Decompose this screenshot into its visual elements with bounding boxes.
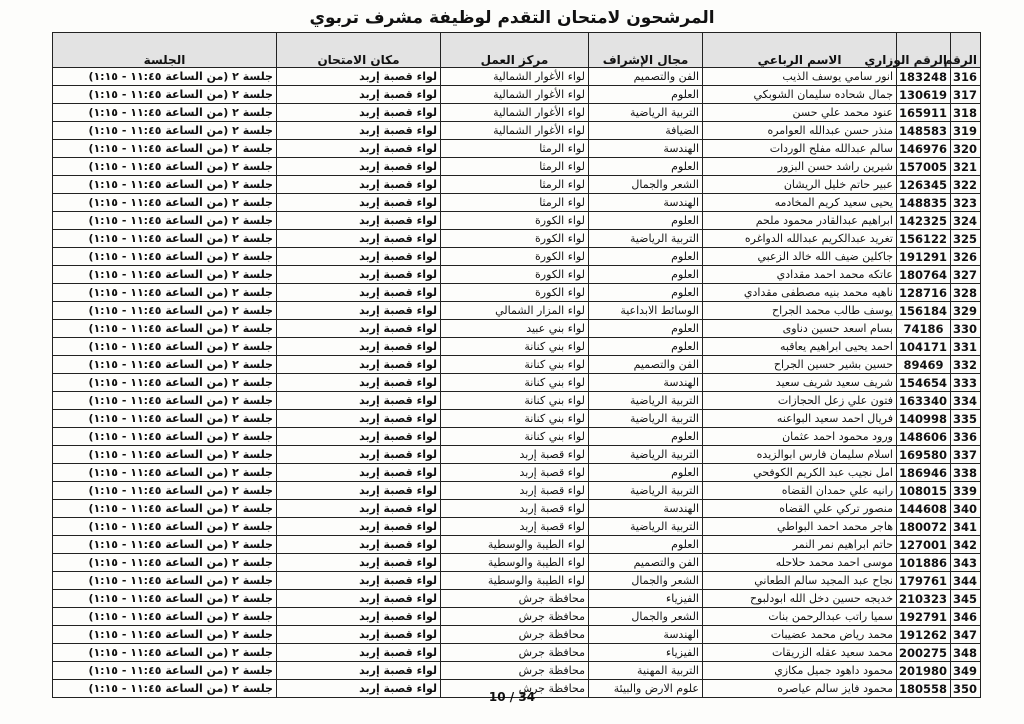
cell-num: 334 (951, 392, 981, 410)
table-row (53, 518, 981, 536)
cell-exam-place: لواء قصبة إربد (277, 662, 441, 680)
cell-ministry-number: 180558 (897, 680, 951, 698)
cell-ministry-number: 127001 (897, 536, 951, 554)
cell-num: 330 (951, 320, 981, 338)
cell-session: جلسة ٢ (من الساعة ١١:٤٥ - ١:١٥) (53, 500, 277, 518)
cell-supervision-field: علوم الارض والبيئة (589, 680, 703, 698)
table-row (53, 536, 981, 554)
cell-supervision-field: الفيزياء (589, 644, 703, 662)
cell-num: 349 (951, 662, 981, 680)
cell-full-name: يوسف طالب محمد الجراح (703, 302, 897, 320)
cell-session: جلسة ٢ (من الساعة ١١:٤٥ - ١:١٥) (53, 446, 277, 464)
cell-work-center: لواء قصبة إربد (441, 446, 589, 464)
cell-ministry-number: 179761 (897, 572, 951, 590)
cell-ministry-number: 148583 (897, 122, 951, 140)
cell-work-center: لواء الرمثا (441, 176, 589, 194)
cell-session: جلسة ٢ (من الساعة ١١:٤٥ - ١:١٥) (53, 338, 277, 356)
cell-supervision-field: الهندسة (589, 626, 703, 644)
cell-full-name: بسام اسعد حسين دناوى (703, 320, 897, 338)
cell-session: جلسة ٢ (من الساعة ١١:٤٥ - ١:١٥) (53, 536, 277, 554)
cell-ministry-number: 144608 (897, 500, 951, 518)
cell-ministry-number: 130619 (897, 86, 951, 104)
cell-work-center: لواء المزار الشمالي (441, 302, 589, 320)
cell-session: جلسة ٢ (من الساعة ١١:٤٥ - ١:١٥) (53, 302, 277, 320)
cell-session: جلسة ٢ (من الساعة ١١:٤٥ - ١:١٥) (53, 374, 277, 392)
cell-num: 347 (951, 626, 981, 644)
cell-work-center: لواء الرمثا (441, 194, 589, 212)
cell-ministry-number: 128716 (897, 284, 951, 302)
cell-ministry-number: 89469 (897, 356, 951, 374)
cell-work-center: لواء قصبة إربد (441, 518, 589, 536)
cell-session: جلسة ٢ (من الساعة ١١:٤٥ - ١:١٥) (53, 482, 277, 500)
cell-work-center: محافظة جرش (441, 680, 589, 698)
cell-full-name: ابراهيم عبدالقادر محمود ملحم (703, 212, 897, 230)
cell-supervision-field: الهندسة (589, 194, 703, 212)
cell-full-name: محمد رياض محمد عضيبات (703, 626, 897, 644)
cell-full-name: ورود محمود احمد عثمان (703, 428, 897, 446)
cell-supervision-field: الهندسة (589, 374, 703, 392)
cell-work-center: لواء بني كنانة (441, 356, 589, 374)
table-row (53, 554, 981, 572)
cell-session: جلسة ٢ (من الساعة ١١:٤٥ - ١:١٥) (53, 176, 277, 194)
cell-supervision-field: العلوم (589, 428, 703, 446)
table-row (53, 464, 981, 482)
table-row (53, 644, 981, 662)
cell-work-center: لواء قصبة إربد (441, 482, 589, 500)
cell-exam-place: لواء قصبة إربد (277, 644, 441, 662)
cell-supervision-field: التربية المهنية (589, 662, 703, 680)
table-row (53, 446, 981, 464)
cell-work-center: لواء بني كنانة (441, 428, 589, 446)
cell-exam-place: لواء قصبة إربد (277, 500, 441, 518)
table-row (53, 410, 981, 428)
cell-full-name: منصور تركي علي القضاه (703, 500, 897, 518)
cell-full-name: خديجه حسين دخل الله ابودلبوح (703, 590, 897, 608)
cell-num: 348 (951, 644, 981, 662)
table-row (53, 158, 981, 176)
page-title: المرشحون لامتحان التقدم لوظيفة مشرف تربوي (309, 8, 715, 28)
cell-work-center: لواء الكورة (441, 284, 589, 302)
cell-full-name: شريف سعيد شريف سعيد (703, 374, 897, 392)
cell-ministry-number: 104171 (897, 338, 951, 356)
cell-full-name: حسين بشير حسين الجراح (703, 356, 897, 374)
cell-exam-place: لواء قصبة إربد (277, 230, 441, 248)
cell-exam-place: لواء قصبة إربد (277, 680, 441, 698)
page-indicator: 10 / 34 (488, 690, 536, 704)
cell-num: 339 (951, 482, 981, 500)
table-row (53, 320, 981, 338)
cell-full-name: امل نجيب عبد الكريم الكوفحي (703, 464, 897, 482)
cell-num: 333 (951, 374, 981, 392)
cell-work-center: لواء الطيبة والوسطية (441, 536, 589, 554)
cell-supervision-field: العلوم (589, 158, 703, 176)
header-work-center: مركز العمل (441, 33, 589, 68)
cell-num: 321 (951, 158, 981, 176)
cell-num: 336 (951, 428, 981, 446)
cell-num: 342 (951, 536, 981, 554)
cell-full-name: تغريد عبدالكريم عبدالله الدواغره (703, 230, 897, 248)
cell-session: جلسة ٢ (من الساعة ١١:٤٥ - ١:١٥) (53, 644, 277, 662)
cell-full-name: جمال شحاده سليمان الشوبكي (703, 86, 897, 104)
cell-session: جلسة ٢ (من الساعة ١١:٤٥ - ١:١٥) (53, 680, 277, 698)
cell-full-name: اسلام سليمان فارس ابوالزيده (703, 446, 897, 464)
cell-work-center: محافظة جرش (441, 626, 589, 644)
cell-ministry-number: 142325 (897, 212, 951, 230)
cell-ministry-number: 126345 (897, 176, 951, 194)
cell-exam-place: لواء قصبة إربد (277, 590, 441, 608)
table-row (53, 302, 981, 320)
cell-exam-place: لواء قصبة إربد (277, 68, 441, 86)
cell-supervision-field: الفيزياء (589, 590, 703, 608)
cell-work-center: لواء بني كنانة (441, 410, 589, 428)
cell-work-center: لواء الأغوار الشمالية (441, 68, 589, 86)
cell-work-center: لواء الطيبة والوسطية (441, 572, 589, 590)
cell-work-center: محافظة جرش (441, 644, 589, 662)
cell-supervision-field: التربية الرياضية (589, 392, 703, 410)
cell-ministry-number: 148606 (897, 428, 951, 446)
table-row (53, 284, 981, 302)
cell-full-name: سميا راتب عبدالرحمن بنات (703, 608, 897, 626)
cell-full-name: شيرين راشد حسن البزور (703, 158, 897, 176)
cell-work-center: لواء الكورة (441, 230, 589, 248)
cell-full-name: محمد سعيد عقله الزريقات (703, 644, 897, 662)
cell-ministry-number: 165911 (897, 104, 951, 122)
table-body (53, 68, 981, 698)
table-row (53, 500, 981, 518)
cell-session: جلسة ٢ (من الساعة ١١:٤٥ - ١:١٥) (53, 122, 277, 140)
cell-full-name: موسى احمد محمد حلاحله (703, 554, 897, 572)
cell-exam-place: لواء قصبة إربد (277, 392, 441, 410)
cell-ministry-number: 154654 (897, 374, 951, 392)
cell-supervision-field: التربية الرياضية (589, 446, 703, 464)
cell-exam-place: لواء قصبة إربد (277, 536, 441, 554)
cell-supervision-field: الفن والتصميم (589, 554, 703, 572)
cell-supervision-field: الفن والتصميم (589, 356, 703, 374)
cell-ministry-number: 140998 (897, 410, 951, 428)
cell-exam-place: لواء قصبة إربد (277, 518, 441, 536)
table-header (53, 33, 981, 68)
cell-num: 327 (951, 266, 981, 284)
cell-supervision-field: التربية الرياضية (589, 410, 703, 428)
cell-ministry-number: 146976 (897, 140, 951, 158)
cell-full-name: ناهيه محمد بنيه مصطفى مقدادي (703, 284, 897, 302)
cell-full-name: منذر حسن عبدالله العوامره (703, 122, 897, 140)
cell-exam-place: لواء قصبة إربد (277, 320, 441, 338)
cell-work-center: لواء الطيبة والوسطية (441, 554, 589, 572)
cell-supervision-field: العلوم (589, 266, 703, 284)
cell-supervision-field: التربية الرياضية (589, 230, 703, 248)
cell-exam-place: لواء قصبة إربد (277, 158, 441, 176)
cell-session: جلسة ٢ (من الساعة ١١:٤٥ - ١:١٥) (53, 230, 277, 248)
cell-session: جلسة ٢ (من الساعة ١١:٤٥ - ١:١٥) (53, 410, 277, 428)
cell-supervision-field: الضيافة (589, 122, 703, 140)
cell-ministry-number: 180072 (897, 518, 951, 536)
cell-work-center: لواء بني كنانة (441, 374, 589, 392)
cell-work-center: لواء الأغوار الشمالية (441, 122, 589, 140)
table-row (53, 662, 981, 680)
cell-supervision-field: الهندسة (589, 140, 703, 158)
cell-supervision-field: الفن والتصميم (589, 68, 703, 86)
table-row (53, 392, 981, 410)
cell-session: جلسة ٢ (من الساعة ١١:٤٥ - ١:١٥) (53, 104, 277, 122)
cell-num: 343 (951, 554, 981, 572)
table-row (53, 428, 981, 446)
cell-num: 346 (951, 608, 981, 626)
cell-num: 340 (951, 500, 981, 518)
cell-num: 345 (951, 590, 981, 608)
cell-session: جلسة ٢ (من الساعة ١١:٤٥ - ١:١٥) (53, 86, 277, 104)
cell-num: 335 (951, 410, 981, 428)
table-row (53, 212, 981, 230)
cell-full-name: عبير حاتم خليل الريشان (703, 176, 897, 194)
cell-exam-place: لواء قصبة إربد (277, 122, 441, 140)
cell-full-name: نجاح عبد المجيد سالم الطعاني (703, 572, 897, 590)
cell-num: 317 (951, 86, 981, 104)
table-row (53, 230, 981, 248)
cell-session: جلسة ٢ (من الساعة ١١:٤٥ - ١:١٥) (53, 572, 277, 590)
cell-work-center: لواء الرمثا (441, 158, 589, 176)
cell-num: 325 (951, 230, 981, 248)
cell-num: 318 (951, 104, 981, 122)
cell-session: جلسة ٢ (من الساعة ١١:٤٥ - ١:١٥) (53, 356, 277, 374)
header-full-name: الاسم الرباعي (703, 33, 897, 68)
cell-exam-place: لواء قصبة إربد (277, 626, 441, 644)
cell-exam-place: لواء قصبة إربد (277, 140, 441, 158)
cell-full-name: حاتم ابراهيم نمر النمر (703, 536, 897, 554)
cell-num: 332 (951, 356, 981, 374)
table-row (53, 104, 981, 122)
cell-num: 328 (951, 284, 981, 302)
header-ministry-number: الرقم الوزاري (897, 33, 951, 68)
cell-full-name: عنود محمد علي حسن (703, 104, 897, 122)
table-row (53, 338, 981, 356)
cell-supervision-field: العلوم (589, 212, 703, 230)
cell-session: جلسة ٢ (من الساعة ١١:٤٥ - ١:١٥) (53, 320, 277, 338)
cell-exam-place: لواء قصبة إربد (277, 266, 441, 284)
cell-work-center: لواء الأغوار الشمالية (441, 104, 589, 122)
cell-session: جلسة ٢ (من الساعة ١١:٤٥ - ١:١٥) (53, 140, 277, 158)
cell-exam-place: لواء قصبة إربد (277, 410, 441, 428)
cell-ministry-number: 108015 (897, 482, 951, 500)
cell-work-center: لواء الرمثا (441, 140, 589, 158)
cell-num: 322 (951, 176, 981, 194)
cell-exam-place: لواء قصبة إربد (277, 284, 441, 302)
cell-supervision-field: العلوم (589, 86, 703, 104)
cell-session: جلسة ٢ (من الساعة ١١:٤٥ - ١:١٥) (53, 626, 277, 644)
cell-work-center: لواء بني كنانة (441, 338, 589, 356)
cell-num: 319 (951, 122, 981, 140)
table-row (53, 122, 981, 140)
cell-work-center: لواء قصبة إربد (441, 464, 589, 482)
cell-full-name: فتون علي زعل الحجازات (703, 392, 897, 410)
cell-ministry-number: 191262 (897, 626, 951, 644)
cell-num: 341 (951, 518, 981, 536)
table-row (53, 356, 981, 374)
table-row (53, 590, 981, 608)
cell-ministry-number: 210323 (897, 590, 951, 608)
cell-session: جلسة ٢ (من الساعة ١١:٤٥ - ١:١٥) (53, 608, 277, 626)
cell-num: 329 (951, 302, 981, 320)
cell-work-center: لواء قصبة إربد (441, 500, 589, 518)
header-exam-place: مكان الامتحان (277, 33, 441, 68)
cell-ministry-number: 157005 (897, 158, 951, 176)
table-row (53, 572, 981, 590)
cell-full-name: احمد يحيى ابراهيم يعاقبه (703, 338, 897, 356)
table-row (53, 68, 981, 86)
cell-exam-place: لواء قصبة إربد (277, 194, 441, 212)
cell-exam-place: لواء قصبة إربد (277, 356, 441, 374)
cell-exam-place: لواء قصبة إربد (277, 176, 441, 194)
cell-ministry-number: 201980 (897, 662, 951, 680)
header-supervision-field: مجال الإشراف (589, 33, 703, 68)
cell-ministry-number: 183248 (897, 68, 951, 86)
table-row (53, 140, 981, 158)
cell-session: جلسة ٢ (من الساعة ١١:٤٥ - ١:١٥) (53, 392, 277, 410)
cell-exam-place: لواء قصبة إربد (277, 446, 441, 464)
cell-exam-place: لواء قصبة إربد (277, 572, 441, 590)
table-row (53, 248, 981, 266)
cell-exam-place: لواء قصبة إربد (277, 212, 441, 230)
table-row (53, 482, 981, 500)
cell-num: 323 (951, 194, 981, 212)
cell-session: جلسة ٢ (من الساعة ١١:٤٥ - ١:١٥) (53, 194, 277, 212)
cell-full-name: فريال احمد سعيد البواعنه (703, 410, 897, 428)
cell-work-center: لواء بني كنانة (441, 392, 589, 410)
table-row (53, 86, 981, 104)
cell-supervision-field: الشعر والجمال (589, 608, 703, 626)
cell-exam-place: لواء قصبة إربد (277, 338, 441, 356)
table-row (53, 176, 981, 194)
cell-exam-place: لواء قصبة إربد (277, 86, 441, 104)
cell-num: 337 (951, 446, 981, 464)
cell-ministry-number: 200275 (897, 644, 951, 662)
cell-ministry-number: 156122 (897, 230, 951, 248)
cell-ministry-number: 192791 (897, 608, 951, 626)
cell-session: جلسة ٢ (من الساعة ١١:٤٥ - ١:١٥) (53, 518, 277, 536)
cell-session: جلسة ٢ (من الساعة ١١:٤٥ - ١:١٥) (53, 284, 277, 302)
table-row (53, 374, 981, 392)
cell-work-center: لواء الأغوار الشمالية (441, 86, 589, 104)
cell-session: جلسة ٢ (من الساعة ١١:٤٥ - ١:١٥) (53, 428, 277, 446)
cell-ministry-number: 148835 (897, 194, 951, 212)
cell-num: 331 (951, 338, 981, 356)
candidates-table (52, 32, 981, 698)
cell-num: 350 (951, 680, 981, 698)
cell-ministry-number: 180764 (897, 266, 951, 284)
cell-session: جلسة ٢ (من الساعة ١١:٤٥ - ١:١٥) (53, 266, 277, 284)
cell-supervision-field: الشعر والجمال (589, 572, 703, 590)
cell-work-center: لواء الكورة (441, 266, 589, 284)
cell-supervision-field: العلوم (589, 536, 703, 554)
cell-supervision-field: العلوم (589, 464, 703, 482)
cell-supervision-field: الشعر والجمال (589, 176, 703, 194)
cell-ministry-number: 74186 (897, 320, 951, 338)
table-row (53, 194, 981, 212)
cell-full-name: رانيه علي حمدان القضاه (703, 482, 897, 500)
cell-num: 326 (951, 248, 981, 266)
cell-full-name: انور سامي يوسف الذيب (703, 68, 897, 86)
cell-exam-place: لواء قصبة إربد (277, 104, 441, 122)
cell-session: جلسة ٢ (من الساعة ١١:٤٥ - ١:١٥) (53, 68, 277, 86)
cell-session: جلسة ٢ (من الساعة ١١:٤٥ - ١:١٥) (53, 248, 277, 266)
table-row (53, 608, 981, 626)
cell-session: جلسة ٢ (من الساعة ١١:٤٥ - ١:١٥) (53, 212, 277, 230)
cell-full-name: سالم عبدالله مفلح الوردات (703, 140, 897, 158)
cell-exam-place: لواء قصبة إربد (277, 374, 441, 392)
cell-work-center: لواء الكورة (441, 212, 589, 230)
header-session: الجلسة (53, 33, 277, 68)
cell-ministry-number: 186946 (897, 464, 951, 482)
cell-exam-place: لواء قصبة إربد (277, 608, 441, 626)
cell-num: 344 (951, 572, 981, 590)
cell-supervision-field: التربية الرياضية (589, 104, 703, 122)
cell-exam-place: لواء قصبة إربد (277, 302, 441, 320)
cell-ministry-number: 163340 (897, 392, 951, 410)
cell-exam-place: لواء قصبة إربد (277, 554, 441, 572)
cell-full-name: عاتكه محمد احمد مقدادي (703, 266, 897, 284)
cell-supervision-field: العلوم (589, 248, 703, 266)
cell-work-center: محافظة جرش (441, 590, 589, 608)
cell-session: جلسة ٢ (من الساعة ١١:٤٥ - ١:١٥) (53, 590, 277, 608)
table-row (53, 266, 981, 284)
cell-num: 338 (951, 464, 981, 482)
header-num: الرقم (951, 33, 981, 68)
table-row (53, 626, 981, 644)
cell-supervision-field: العلوم (589, 338, 703, 356)
cell-ministry-number: 191291 (897, 248, 951, 266)
cell-full-name: جاكلين ضيف الله خالد الزعبي (703, 248, 897, 266)
cell-exam-place: لواء قصبة إربد (277, 428, 441, 446)
cell-num: 316 (951, 68, 981, 86)
cell-supervision-field: العلوم (589, 320, 703, 338)
cell-full-name: محمود داهود جميل مكازي (703, 662, 897, 680)
cell-work-center: محافظة جرش (441, 608, 589, 626)
cell-supervision-field: الوسائط الابداعية (589, 302, 703, 320)
cell-supervision-field: التربية الرياضية (589, 518, 703, 536)
cell-exam-place: لواء قصبة إربد (277, 248, 441, 266)
cell-full-name: هاجر محمد احمد البواطي (703, 518, 897, 536)
cell-ministry-number: 169580 (897, 446, 951, 464)
cell-session: جلسة ٢ (من الساعة ١١:٤٥ - ١:١٥) (53, 158, 277, 176)
cell-ministry-number: 156184 (897, 302, 951, 320)
cell-exam-place: لواء قصبة إربد (277, 482, 441, 500)
header-row (53, 33, 981, 68)
cell-full-name: يحيى سعيد كريم المخادمه (703, 194, 897, 212)
cell-ministry-number: 101886 (897, 554, 951, 572)
cell-num: 320 (951, 140, 981, 158)
cell-num: 324 (951, 212, 981, 230)
cell-exam-place: لواء قصبة إربد (277, 464, 441, 482)
cell-session: جلسة ٢ (من الساعة ١١:٤٥ - ١:١٥) (53, 554, 277, 572)
cell-supervision-field: الهندسة (589, 500, 703, 518)
cell-supervision-field: العلوم (589, 284, 703, 302)
cell-work-center: لواء بني عبيد (441, 320, 589, 338)
cell-supervision-field: التربية الرياضية (589, 482, 703, 500)
cell-full-name: محمود فايز سالم عياصره (703, 680, 897, 698)
cell-session: جلسة ٢ (من الساعة ١١:٤٥ - ١:١٥) (53, 662, 277, 680)
cell-work-center: لواء الكورة (441, 248, 589, 266)
cell-work-center: محافظة جرش (441, 662, 589, 680)
cell-session: جلسة ٢ (من الساعة ١١:٤٥ - ١:١٥) (53, 464, 277, 482)
